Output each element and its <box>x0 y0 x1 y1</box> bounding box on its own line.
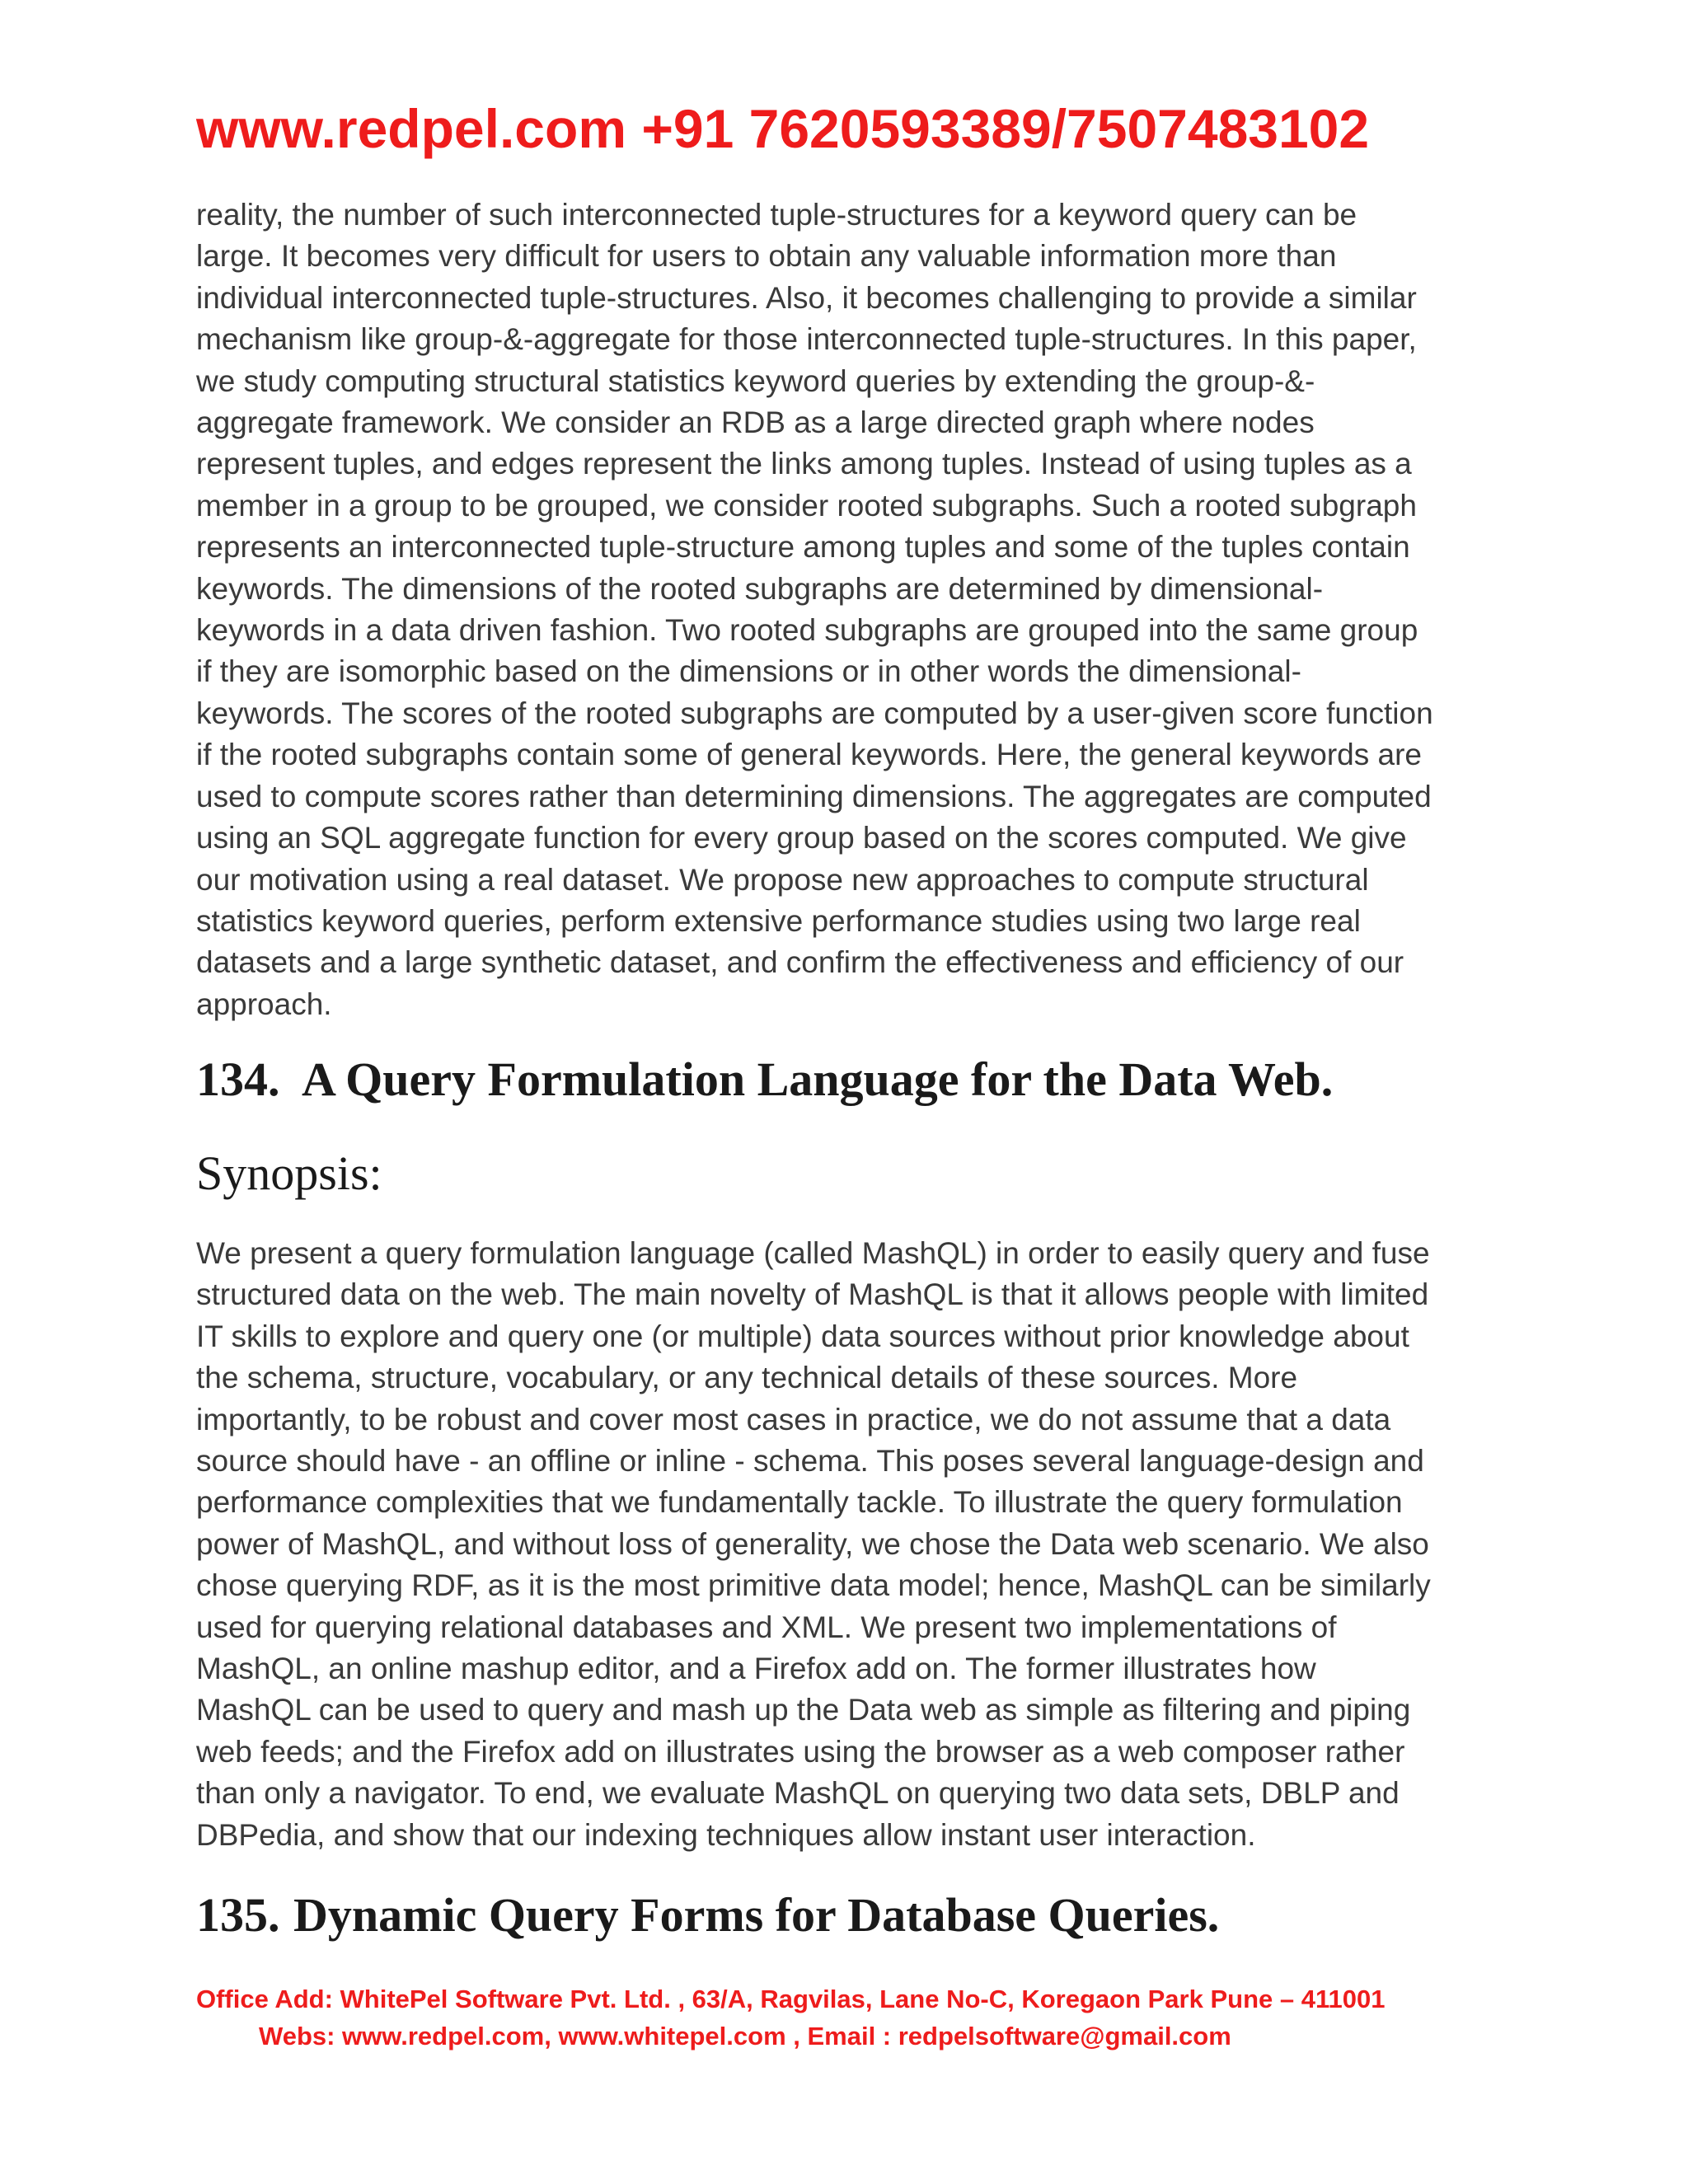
paragraph-line: IT skills to explore and query one (or multiple) data sources without prior knowledge about <box>196 1319 1409 1353</box>
paragraph-line: keywords in a data driven fashion. Two rooted subgraphs are grouped into the same group <box>196 613 1418 648</box>
paragraph-line: if they are isomorphic based on the dimensions or in other words the dimensional- <box>196 654 1301 689</box>
section-title-134: A Query Formulation Language for the Data Web. <box>302 1052 1334 1106</box>
paragraph-line: the schema, structure, vocabulary, or any technical details of these sources. More <box>196 1361 1298 1395</box>
paragraph-line: structured data on the web. The main novelty of MashQL is that it allows people with limited <box>196 1277 1429 1312</box>
section-heading-134 <box>196 1052 1333 1107</box>
paragraph-line: than only a navigator. To end, we evaluate MashQL on querying two data sets, DBLP and <box>196 1776 1400 1811</box>
paragraph-line: keywords. The dimensions of the rooted subgraphs are determined by dimensional- <box>196 571 1324 606</box>
footer-office-address: Office Add: WhitePel Software Pvt. Ltd. , 63/A, Ragvilas, Lane No-C, Koregaon Park Pune – 411001 <box>196 1985 1386 2013</box>
paragraph-line: represent tuples, and edges represent the links among tuples. Instead of using tuples as a <box>196 447 1412 481</box>
paragraph-line: using an SQL aggregate function for every group based on the scores computed. We give <box>196 821 1407 855</box>
section-number-134: 134. <box>196 1052 280 1106</box>
paragraph-line: represents an interconnected tuple-structure among tuples and some of the tuples contain <box>196 530 1410 565</box>
paragraph-line: used for querying relational databases and XML. We present two implementations of <box>196 1610 1337 1644</box>
paragraph-line: member in a group to be grouped, we consider rooted subgraphs. Such a rooted subgraph <box>196 488 1417 523</box>
paragraph-line: chose querying RDF, as it is the most primitive data model; hence, MashQL can be similarly <box>196 1568 1431 1603</box>
abstract-paragraph-continued <box>196 194 1515 1025</box>
paragraph-line: MashQL can be used to query and mash up the Data web as simple as filtering and piping <box>196 1693 1411 1727</box>
paragraph-line: statistics keyword queries, perform extensive performance studies using two large real <box>196 903 1361 938</box>
paragraph-line: datasets and a large synthetic dataset, and confirm the effectiveness and efficiency of our <box>196 945 1404 980</box>
page-header-contact: www.redpel.com +91 7620593389/7507483102 <box>196 98 1370 159</box>
paragraph-line: reality, the number of such interconnected tuple-structures for a keyword query can be <box>196 198 1357 232</box>
synopsis-label: Synopsis: <box>196 1146 382 1200</box>
paragraph-line: large. It becomes very difficult for users to obtain any valuable information more than <box>196 239 1337 274</box>
paragraph-line: MashQL, an online mashup editor, and a Firefox add on. The former illustrates how <box>196 1652 1316 1686</box>
synopsis-paragraph <box>196 1233 1515 1856</box>
paragraph-line: power of MashQL, and without loss of generality, we chose the Data web scenario. We also <box>196 1526 1429 1561</box>
paragraph-line: approach. <box>196 987 332 1021</box>
paragraph-line: mechanism like group-&-aggregate for those interconnected tuple-structures. In this paper, <box>196 322 1417 357</box>
paragraph-line: individual interconnected tuple-structures. Also, it becomes challenging to provide a similar <box>196 280 1417 315</box>
paragraph-line: importantly, to be robust and cover most cases in practice, we do not assume that a data <box>196 1402 1391 1436</box>
section-heading-135 <box>196 1887 1219 1943</box>
footer-websites-email: Webs: www.redpel.com, www.whitepel.com , Email : redpelsoftware@gmail.com <box>259 2022 1231 2050</box>
section-title-135: Dynamic Query Forms for Database Queries. <box>293 1888 1220 1942</box>
paragraph-line: DBPedia, and show that our indexing techniques allow instant user interaction. <box>196 1817 1256 1852</box>
paragraph-line: if the rooted subgraphs contain some of general keywords. Here, the general keywords are <box>196 738 1422 772</box>
paragraph-line: keywords. The scores of the rooted subgraphs are computed by a user-given score function <box>196 696 1433 730</box>
paragraph-line: used to compute scores rather than determining dimensions. The aggregates are computed <box>196 779 1432 813</box>
paragraph-line: our motivation using a real dataset. We propose new approaches to compute structural <box>196 862 1369 897</box>
paragraph-line: we study computing structural statistics keyword queries by extending the group-&- <box>196 363 1315 398</box>
paragraph-line: aggregate framework. We consider an RDB as a large directed graph where nodes <box>196 405 1315 440</box>
paragraph-line: web feeds; and the Firefox add on illustrates using the browser as a web composer rather <box>196 1734 1405 1769</box>
paragraph-line: source should have - an offline or inline - schema. This poses several language-design and <box>196 1444 1424 1479</box>
section-number-135: 135. <box>196 1888 280 1942</box>
paragraph-line: We present a query formulation language (called MashQL) in order to easily query and fuse <box>196 1236 1430 1270</box>
paragraph-line: performance complexities that we fundamentally tackle. To illustrate the query formulation <box>196 1485 1403 1520</box>
